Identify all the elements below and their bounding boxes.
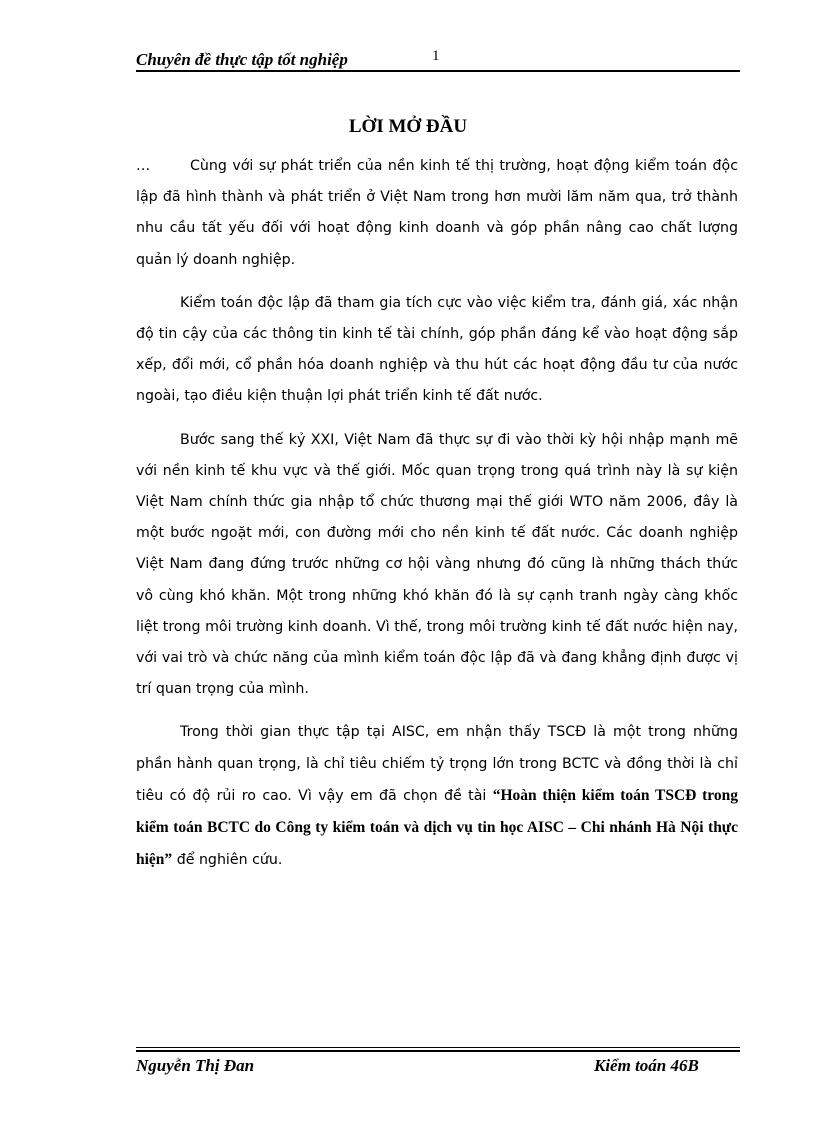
leading-ellipsis: … [136,158,151,174]
paragraph-1 [136,151,738,276]
paragraph-4 [136,717,738,876]
paragraph-2: Kiểm toán độc lập đã tham gia tích cực vào việc kiểm tra, đánh giá, xác nhận độ tin cậy của các thông tin kinh tế tài chính, góp phần đáng kể vào hoạt động sắp xếp, đổi mới, cổ phần hóa doanh nghiệp và thu hút các hoạt động đầu tư của nước ngoài, tạo điều kiện thuận lợi phát triển kinh tế đất nước. [136,294,738,405]
paragraph-4-text-before: Trong thời gian thực tập tại AISC, em nhận thấy TSCĐ là một trong những phần hành quan trọng, là chỉ tiêu chiếm tỷ trọng lớn trong BCTC và đồng thời là chỉ tiêu có độ rủi ro cao. Vì vậy em đã chọn đề tài [136,724,738,804]
thesis-title: “Hoàn thiện kiểm toán TSCĐ trong kiểm toán BCTC do Công ty kiểm toán và dịch vụ tin học AISC – Chi nhánh Hà Nội thực hiện” [136,786,739,869]
paragraph-3: Bước sang thế kỷ XXI, Việt Nam đã thực sự đi vào thời kỳ hội nhập mạnh mẽ với nền kinh tế khu vực và thế giới. Mốc quan trọng trong quá trình này là sự kiện Việt Nam chính thức gia nhập tổ chức thương mại thế giới WTO năm 2006, đây là một bước ngoặt mới, con đường mới cho nền kinh tế đất nước. Các doanh nghiệp Việt Nam đang đứng trước những cơ hội vàng nhưng đó cũng là những thách thức vô cùng khó khăn. Một trong những khó khăn đó là sự cạnh tranh ngày càng khốc liệt trong môi trường kinh doanh. Vì thế, trong môi trường kinh tế đất nước hiện nay, với vai trò và chức năng của mình kiểm toán độc lập đã và đang khẳng định được vị trí quan trọng của mình. [136,431,738,698]
document-heading: LỜI MỞ ĐẦU [348,116,468,137]
paragraph-4-text-after: để nghiên cứu. [172,852,283,869]
footer-rule-thick [136,1050,740,1052]
document-body [136,151,738,888]
header-title: Chuyên đề thực tập tốt nghiệp [136,50,348,69]
footer-rule-thin [136,1047,740,1048]
header-rule [136,70,740,72]
footer-class: Kiểm toán 46B [594,1056,699,1075]
page-header [136,48,740,72]
footer-author: Nguyễn Thị Đan [136,1056,255,1075]
page-number: 1 [432,48,440,64]
paragraph-1-text: Cùng với sự phát triển của nền kinh tế thị trường, hoạt động kiểm toán độc lập đã hình thành và phát triển ở Việt Nam trong hơn mười lăm năm qua, trở thành nhu cầu tất yếu đối với hoạt động kinh doanh và góp phần nâng cao chất lượng quản lý doanh nghiệp. [136,158,738,268]
